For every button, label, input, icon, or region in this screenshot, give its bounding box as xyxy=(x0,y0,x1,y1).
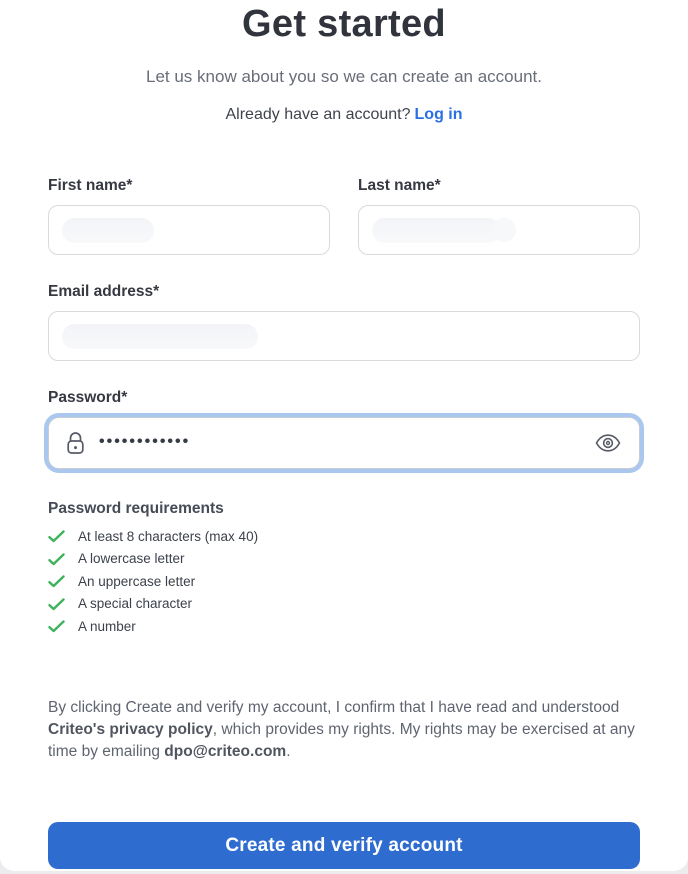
page-subtitle: Let us know about you so we can create an account. xyxy=(146,67,542,86)
eye-icon xyxy=(595,434,621,452)
first-name-input[interactable] xyxy=(48,205,330,255)
check-icon xyxy=(48,553,65,569)
requirement-label: A lowercase letter xyxy=(78,551,185,566)
password-input[interactable] xyxy=(48,417,640,469)
lock-icon xyxy=(65,432,86,455)
requirement-item xyxy=(48,618,640,634)
legal-text-start: By clicking Create and verify my account, I confirm that I have read and understood xyxy=(48,699,620,716)
password-field-group xyxy=(48,389,640,469)
password-requirements-list xyxy=(48,528,640,634)
toggle-password-visibility-button[interactable] xyxy=(593,432,623,454)
requirement-label: A special character xyxy=(78,596,193,611)
check-icon xyxy=(48,598,65,614)
page-title: Get started xyxy=(242,3,446,45)
login-prompt-row xyxy=(48,105,640,124)
redacted-email-value xyxy=(62,324,258,349)
redacted-last-name-value-tail xyxy=(492,218,516,242)
requirement-label: At least 8 characters (max 40) xyxy=(78,528,259,544)
name-fields-row xyxy=(48,177,640,255)
privacy-policy-link[interactable]: Criteo's privacy policy xyxy=(48,721,213,738)
first-name-label: First name* xyxy=(48,177,133,194)
requirement-item xyxy=(48,528,640,544)
email-field-group xyxy=(48,283,640,361)
dpo-email-link[interactable]: dpo@criteo.com xyxy=(164,743,287,760)
legal-text-end: . xyxy=(286,743,291,760)
check-icon xyxy=(48,620,65,636)
password-label: Password* xyxy=(48,389,128,406)
redacted-first-name-value xyxy=(62,218,154,243)
last-name-input[interactable] xyxy=(358,205,640,255)
first-name-field-group xyxy=(48,177,330,255)
requirement-label: An uppercase letter xyxy=(78,573,196,589)
login-prompt-text: Already have an account? xyxy=(225,106,411,123)
requirement-item xyxy=(48,596,640,612)
create-and-verify-account-button[interactable]: Create and verify account xyxy=(48,822,640,869)
password-requirements-heading: Password requirements xyxy=(48,500,224,517)
check-icon xyxy=(48,530,65,546)
requirement-item xyxy=(48,573,640,589)
email-input[interactable] xyxy=(48,311,640,361)
email-label: Email address* xyxy=(48,283,160,300)
password-masked-value: •••••••••••• xyxy=(99,433,191,450)
log-in-link[interactable]: Log in xyxy=(414,106,463,123)
check-icon xyxy=(48,575,65,591)
last-name-field-group xyxy=(358,177,640,255)
legal-text xyxy=(48,697,640,763)
requirement-label: A number xyxy=(78,618,136,634)
requirement-item xyxy=(48,551,640,567)
last-name-label: Last name* xyxy=(358,177,441,194)
legal-text-middle: , which provides my rights. My rights may be exercised at any time by emailing xyxy=(48,721,635,760)
redacted-last-name-value xyxy=(372,218,500,243)
